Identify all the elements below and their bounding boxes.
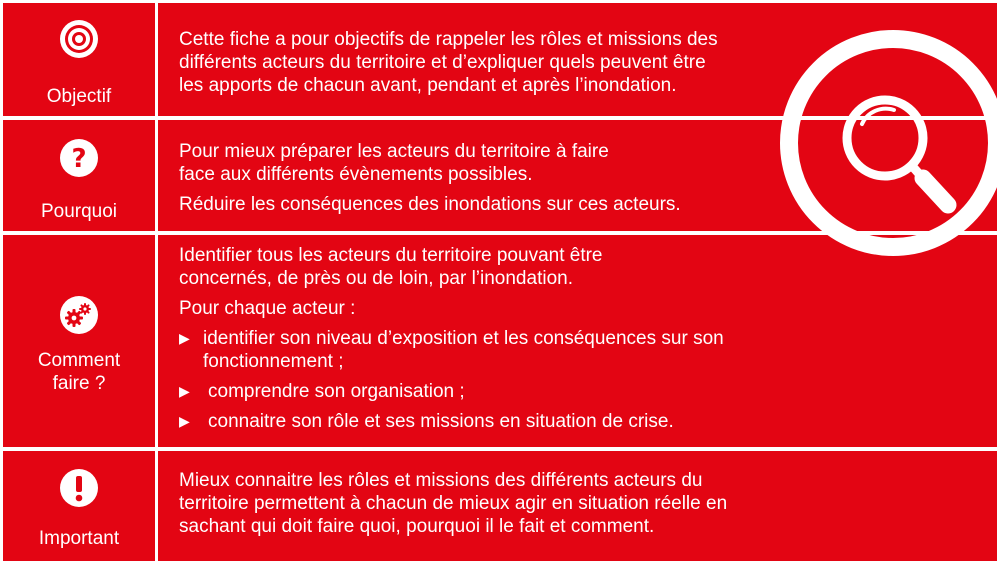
paragraph-line: face aux différents évènements possibles. [179,164,533,185]
label-column [3,3,155,116]
bullet-item [179,410,987,433]
row-important [3,451,997,561]
paragraph-line: territoire permettent à chacun de mieux agir en situation réelle en [179,493,728,514]
triangle-bullet-icon: ▶ [179,413,190,429]
bullet-text [203,327,987,373]
column-divider [155,120,158,231]
row-pourquoi [3,120,997,231]
label-column [3,235,155,447]
paragraph-line: Mieux connaitre les rôles et missions des différents acteurs du [179,470,703,491]
paragraph-line: sachant qui doit faire quoi, pourquoi il le fait et comment. [179,516,655,537]
row-content [179,235,987,447]
paragraph-line: Identifier tous les acteurs du territoire pouvant être [179,245,603,266]
exclamation-icon [59,468,99,508]
bullet-text: connaitre son rôle et ses missions en situation de crise. [208,411,674,432]
bullet-item [179,327,987,373]
row-comment-faire [3,235,997,447]
row-label: Important [38,528,120,549]
gears-icon [59,295,99,335]
row-label: Objectif [46,86,112,107]
paragraph-line: Cette fiche a pour objectifs de rappeler les rôles et missions des [179,29,718,50]
paragraph-line: Pour chaque acteur : [179,298,356,319]
label-column [3,451,155,561]
triangle-bullet-icon: ▶ [179,383,190,399]
column-divider [155,3,158,116]
svg-text:?: ? [71,144,87,174]
target-icon [59,19,99,59]
row-content [179,451,987,561]
bullet-item [179,380,987,403]
paragraph-line: différents acteurs du territoire et d’expliquer quels peuvent être [179,52,706,73]
column-divider [155,235,158,447]
bullet-line: identifier son niveau d’exposition et les conséquences sur son [203,328,724,349]
label-column [3,120,155,231]
paragraph-line: Pour mieux préparer les acteurs du territoire à faire [179,141,609,162]
paragraph-line: concernés, de près ou de loin, par l’inondation. [179,268,573,289]
triangle-bullet-icon: ▶ [179,330,190,346]
row-content [179,120,987,231]
column-divider [155,451,158,561]
bullet-text: comprendre son organisation ; [208,381,465,402]
paragraph-line: Réduire les conséquences des inondations sur ces acteurs. [179,194,681,215]
row-label: Pourquoi [40,201,118,222]
question-icon [59,138,99,178]
row-objectif [3,3,997,116]
row-label: faire ? [52,373,106,394]
paragraph-line: les apports de chacun avant, pendant et après l’inondation. [179,75,677,96]
row-label: Comment [37,350,121,371]
bullet-line: fonctionnement ; [203,351,344,372]
row-content [179,3,987,116]
